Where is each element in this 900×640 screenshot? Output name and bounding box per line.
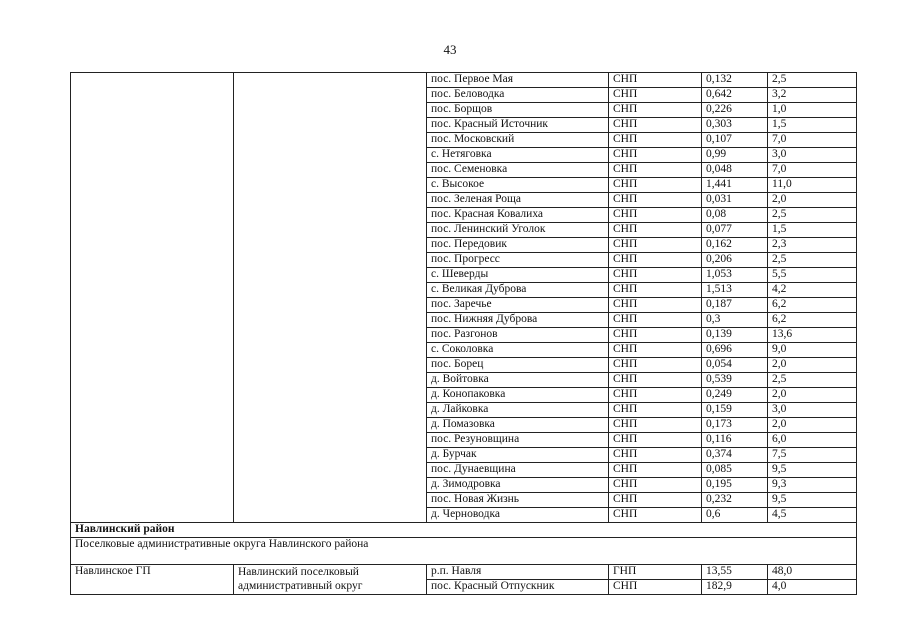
settlement-type-cell: СНП: [609, 238, 702, 253]
settlement-name-cell: пос. Борщов: [427, 103, 609, 118]
settlement-distance-cell: 9,5: [768, 493, 857, 508]
settlement-area-cell: 182,9: [702, 580, 768, 595]
settlement-distance-cell: 13,6: [768, 328, 857, 343]
settlement-type-cell: СНП: [609, 403, 702, 418]
settlement-type-cell: СНП: [609, 148, 702, 163]
settlement-area-cell: 0,249: [702, 388, 768, 403]
settlement-area-cell: 0,206: [702, 253, 768, 268]
settlement-distance-cell: 3,0: [768, 403, 857, 418]
settlement-name-cell: пос. Заречье: [427, 298, 609, 313]
settlement-area-cell: 0,116: [702, 433, 768, 448]
settlement-name-cell: пос. Красная Ковалиха: [427, 208, 609, 223]
settlement-distance-cell: 2,0: [768, 193, 857, 208]
settlement-type-cell: СНП: [609, 478, 702, 493]
settlement-distance-cell: 9,3: [768, 478, 857, 493]
settlement-name-cell: д. Бурчак: [427, 448, 609, 463]
settlement-name-cell: с. Великая Дуброва: [427, 283, 609, 298]
settlement-area-cell: 1,513: [702, 283, 768, 298]
settlement-distance-cell: 2,5: [768, 373, 857, 388]
settlement-type-cell: СНП: [609, 88, 702, 103]
settlement-type-cell: СНП: [609, 283, 702, 298]
settlement-type-cell: СНП: [609, 268, 702, 283]
settlement-type-cell: ГНП: [609, 565, 702, 580]
settlement-name-cell: пос. Прогресс: [427, 253, 609, 268]
table-row: [71, 565, 857, 580]
settlement-type-cell: СНП: [609, 418, 702, 433]
settlement-name-cell: д. Помазовка: [427, 418, 609, 433]
settlement-type-cell: СНП: [609, 373, 702, 388]
settlement-area-cell: 0,642: [702, 88, 768, 103]
settlement-name-cell: пос. Дунаевщина: [427, 463, 609, 478]
settlement-area-cell: 0,187: [702, 298, 768, 313]
settlement-type-cell: СНП: [609, 358, 702, 373]
settlement-area-cell: 0,107: [702, 133, 768, 148]
settlement-name-cell: пос. Московский: [427, 133, 609, 148]
settlement-name-cell: д. Лайковка: [427, 403, 609, 418]
settlement-type-cell: СНП: [609, 298, 702, 313]
settlement-distance-cell: 3,0: [768, 148, 857, 163]
empty-entity-cell: [71, 73, 234, 523]
settlement-type-cell: СНП: [609, 343, 702, 358]
settlement-name-cell: пос. Красный Отпускник: [427, 580, 609, 595]
settlement-name-cell: пос. Красный Источник: [427, 118, 609, 133]
settlement-distance-cell: 7,0: [768, 133, 857, 148]
settlement-distance-cell: 4,0: [768, 580, 857, 595]
settlement-name-cell: д. Конопаковка: [427, 388, 609, 403]
settlement-distance-cell: 2,0: [768, 388, 857, 403]
settlement-type-cell: СНП: [609, 193, 702, 208]
settlement-distance-cell: 2,5: [768, 253, 857, 268]
settlement-area-cell: 0,696: [702, 343, 768, 358]
settlement-name-cell: с. Соколовка: [427, 343, 609, 358]
settlement-name-cell: пос. Беловодка: [427, 88, 609, 103]
settlement-name-cell: д. Зимодровка: [427, 478, 609, 493]
settlement-name-cell: пос. Разгонов: [427, 328, 609, 343]
settlement-distance-cell: 1,5: [768, 223, 857, 238]
settlement-type-cell: СНП: [609, 163, 702, 178]
settlement-area-cell: 1,441: [702, 178, 768, 193]
district-header-row: [71, 523, 857, 538]
settlement-name-cell: с. Нетяговка: [427, 148, 609, 163]
district-title: Навлинский район: [71, 523, 857, 538]
settlement-distance-cell: 1,0: [768, 103, 857, 118]
settlement-area-cell: 0,048: [702, 163, 768, 178]
settlement-distance-cell: 1,5: [768, 118, 857, 133]
settlement-area-cell: 13,55: [702, 565, 768, 580]
settlement-area-cell: 0,374: [702, 448, 768, 463]
settlement-type-cell: СНП: [609, 493, 702, 508]
settlement-area-cell: 0,232: [702, 493, 768, 508]
settlement-distance-cell: 11,0: [768, 178, 857, 193]
settlement-area-cell: 0,159: [702, 403, 768, 418]
settlement-type-cell: СНП: [609, 133, 702, 148]
settlement-area-cell: 0,077: [702, 223, 768, 238]
settlement-area-cell: 0,031: [702, 193, 768, 208]
settlement-distance-cell: 2,5: [768, 208, 857, 223]
settlement-type-cell: СНП: [609, 223, 702, 238]
settlement-name-cell: р.п. Навля: [427, 565, 609, 580]
settlement-distance-cell: 6,2: [768, 298, 857, 313]
settlement-type-cell: СНП: [609, 103, 702, 118]
entity-cell: Навлинское ГП: [71, 565, 234, 595]
settlement-distance-cell: 7,5: [768, 448, 857, 463]
settlement-area-cell: 0,99: [702, 148, 768, 163]
settlement-distance-cell: 3,2: [768, 88, 857, 103]
settlement-type-cell: СНП: [609, 253, 702, 268]
settlement-type-cell: СНП: [609, 313, 702, 328]
settlement-type-cell: СНП: [609, 328, 702, 343]
settlement-area-cell: 1,053: [702, 268, 768, 283]
settlement-name-cell: пос. Нижняя Дуброва: [427, 313, 609, 328]
settlement-area-cell: 0,226: [702, 103, 768, 118]
district-subtitle: Поселковые административные округа Навлинского района: [71, 538, 857, 565]
page-number: 43: [443, 42, 457, 57]
settlement-area-cell: 0,085: [702, 463, 768, 478]
settlement-area-cell: 0,08: [702, 208, 768, 223]
settlement-name-cell: пос. Первое Мая: [427, 73, 609, 88]
settlement-distance-cell: 2,3: [768, 238, 857, 253]
settlement-name-cell: с. Шеверды: [427, 268, 609, 283]
settlement-area-cell: 0,6: [702, 508, 768, 523]
settlement-distance-cell: 2,0: [768, 418, 857, 433]
settlement-name-cell: пос. Передовик: [427, 238, 609, 253]
settlement-distance-cell: 4,2: [768, 283, 857, 298]
settlement-name-cell: пос. Борец: [427, 358, 609, 373]
settlement-distance-cell: 7,0: [768, 163, 857, 178]
settlement-name-cell: пос. Семеновка: [427, 163, 609, 178]
district-subheading-row: [71, 538, 857, 565]
settlements-table: [70, 72, 857, 595]
table-row: [71, 73, 857, 88]
empty-okrug-cell: [234, 73, 427, 523]
settlement-name-cell: пос. Ленинский Уголок: [427, 223, 609, 238]
settlement-type-cell: СНП: [609, 208, 702, 223]
settlement-distance-cell: 9,5: [768, 463, 857, 478]
settlement-distance-cell: 5,5: [768, 268, 857, 283]
settlement-type-cell: СНП: [609, 388, 702, 403]
settlement-distance-cell: 4,5: [768, 508, 857, 523]
settlement-name-cell: д. Войтовка: [427, 373, 609, 388]
settlement-type-cell: СНП: [609, 178, 702, 193]
okrug-cell: Навлинский поселковый административный округ: [234, 565, 427, 595]
settlement-name-cell: пос. Зеленая Роща: [427, 193, 609, 208]
settlement-name-cell: д. Черноводка: [427, 508, 609, 523]
settlement-area-cell: 0,162: [702, 238, 768, 253]
settlement-distance-cell: 48,0: [768, 565, 857, 580]
settlement-type-cell: СНП: [609, 508, 702, 523]
settlement-name-cell: с. Высокое: [427, 178, 609, 193]
settlement-area-cell: 0,173: [702, 418, 768, 433]
settlement-type-cell: СНП: [609, 118, 702, 133]
upper-table-body: [71, 73, 857, 523]
settlement-area-cell: 0,132: [702, 73, 768, 88]
settlement-distance-cell: 6,2: [768, 313, 857, 328]
settlement-type-cell: СНП: [609, 448, 702, 463]
settlement-area-cell: 0,539: [702, 373, 768, 388]
settlement-area-cell: 0,054: [702, 358, 768, 373]
settlement-area-cell: 0,195: [702, 478, 768, 493]
settlement-type-cell: СНП: [609, 463, 702, 478]
district-section: [71, 523, 857, 595]
settlement-name-cell: пос. Резуновщина: [427, 433, 609, 448]
settlement-area-cell: 0,303: [702, 118, 768, 133]
settlement-distance-cell: 2,0: [768, 358, 857, 373]
settlement-distance-cell: 9,0: [768, 343, 857, 358]
settlement-distance-cell: 2,5: [768, 73, 857, 88]
settlement-type-cell: СНП: [609, 433, 702, 448]
settlement-distance-cell: 6,0: [768, 433, 857, 448]
settlement-type-cell: СНП: [609, 73, 702, 88]
settlement-type-cell: СНП: [609, 580, 702, 595]
settlement-name-cell: пос. Новая Жизнь: [427, 493, 609, 508]
settlement-area-cell: 0,3: [702, 313, 768, 328]
settlement-area-cell: 0,139: [702, 328, 768, 343]
